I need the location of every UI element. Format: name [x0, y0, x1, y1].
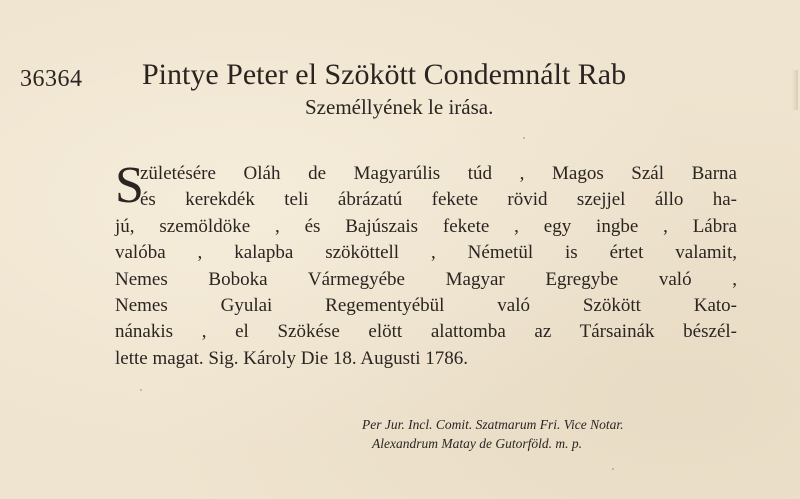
notice-title: Pintye Peter el Szökött Condemnált Rab [142, 58, 627, 91]
body-line-4: valóba , kalapba szököttell , Németül is értet valamit, [115, 242, 737, 264]
body-line-5: Nemes Boboka Vármegyébe Magyar Egregybe való , [115, 268, 737, 290]
page-edge-shadow [792, 70, 798, 110]
signature-line-2: Alexandrum Matay de Gutorföld. m. p. [372, 436, 582, 451]
signature-line-1: Per Jur. Incl. Comit. Szatmarum Fri. Vice Notar. [362, 417, 624, 432]
drop-cap: S [115, 157, 144, 214]
paper-speck [140, 389, 142, 391]
body-line-1: zületésére Oláh de Magyarúlis túd , Magos Szál Barna [140, 163, 737, 184]
notice-subtitle: Személlyének le irása. [305, 95, 494, 119]
body-line-6: Nemes Gyulai Regementyébül való Szökött Kato- [115, 295, 737, 317]
body-line-3: jú, szemöldöke , és Bajúszais fekete , egy ingbe , Lábra [115, 215, 737, 237]
body-line-7: nánakis , el Szökése elött alattomba az Társainák bészél- [115, 321, 737, 343]
paper-speck [523, 137, 525, 139]
paper-speck [612, 468, 614, 470]
notice-number: 36364 [20, 66, 83, 92]
description-paragraph [115, 157, 737, 372]
body-line-8: lette magat. Sig. Károly Die 18. Augusti 1786. [115, 347, 469, 369]
body-line-2: és kerekdék teli ábrázatú fekete rövid szejjel állo ha- [140, 189, 737, 211]
